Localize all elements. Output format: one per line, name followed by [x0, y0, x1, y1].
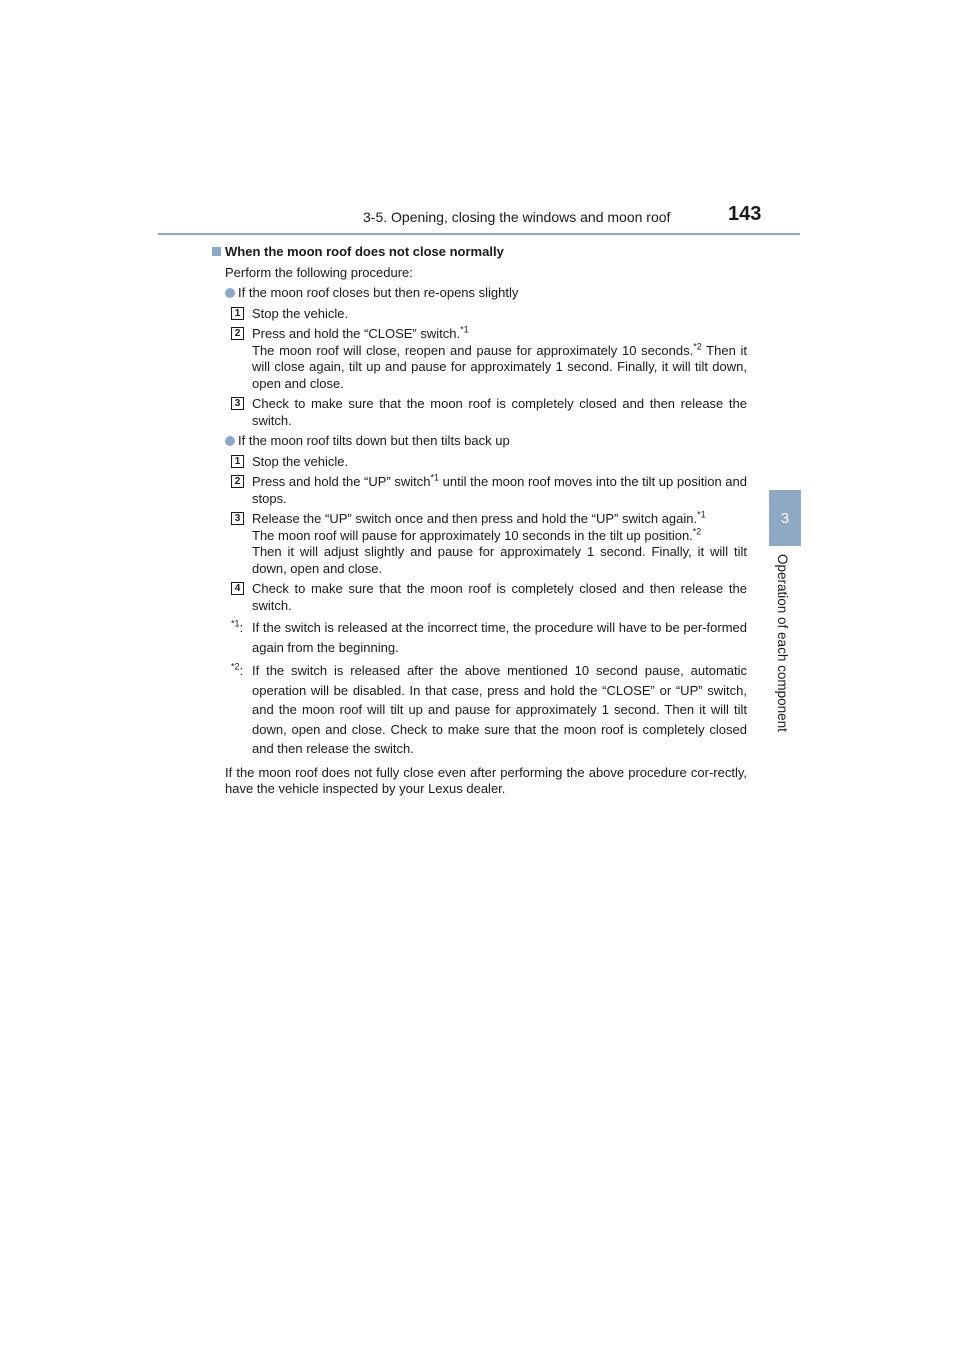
- step-number-icon: 4: [231, 582, 244, 595]
- circle-bullet-icon: [225, 288, 235, 298]
- step-item: 2 Press and hold the “CLOSE” switch.$^{*1}$ The moon roof will close, reopen and pause for approximately 10 seconds.$^{*2}$ Then it will close again, tilt up and pause for approximately 1 second. Finally, it will tilt down, open and close.: [225, 326, 747, 392]
- step-number-icon: 2: [231, 475, 244, 488]
- case-heading: If the moon roof tilts down but then tilts back up: [225, 433, 747, 450]
- step-number-icon: 1: [231, 455, 244, 468]
- footnote-ref: *2: [693, 341, 702, 352]
- section-heading: When the moon roof does not close normally: [212, 244, 747, 261]
- chapter-label: Operation of each component: [775, 554, 790, 732]
- square-bullet-icon: [212, 247, 221, 256]
- step-item: 1 Stop the vehicle.: [225, 454, 747, 471]
- intro-text: Perform the following procedure:: [225, 264, 413, 280]
- header-rule: [158, 233, 800, 235]
- header-title: 3-5. Opening, closing the windows and moon roof: [363, 209, 671, 225]
- step-item: 2 Press and hold the “UP” switch$^{*1}$ until the moon roof moves into the tilt up position and stops.: [225, 474, 747, 507]
- step-item: 4 Check to make sure that the moon roof is completely closed and then release the switch.: [225, 581, 747, 614]
- step-number-icon: 1: [231, 307, 244, 320]
- footnote-ref: *2: [692, 526, 702, 537]
- footnote: $^{*1}$: If the switch is released at the incorrect time, the procedure will have to be per-formed again from the beginning.: [231, 618, 747, 655]
- main-content: [225, 244, 747, 798]
- step-number-icon: 3: [231, 512, 244, 525]
- circle-bullet-icon: [225, 436, 235, 446]
- step-item: 1 Stop the vehicle.: [225, 306, 747, 323]
- case-heading: If the moon roof closes but then re-opens slightly: [225, 285, 747, 302]
- step-item: 3 Check to make sure that the moon roof is completely closed and then release the switch.: [225, 396, 747, 429]
- step-item: 3 Release the “UP” switch once and then press and hold the “UP” switch again.$^{*1}$ The moon roof will pause for approximately 10 seconds in the tilt up position.$^{*2}$ Then it will adjust slightly and pause for approximately 1 second. Finally, it will tilt down, open and close.: [225, 511, 747, 577]
- chapter-number: 3: [780, 509, 790, 527]
- step-number-icon: 3: [231, 397, 244, 410]
- page-number: 143: [728, 203, 762, 225]
- footnote: $^{*2}$: If the switch is released after the above mentioned 10 second pause, automatic operation will be disabled. In that case, press and hold the “CLOSE” or “UP” switch, and the moon roof will tilt up and pause for approximately 1 second. Then it will tilt down, open and close. Check to make sure that the moon roof is completely closed and then release the switch.: [231, 661, 747, 756]
- footnote-ref: *1: [430, 472, 440, 483]
- footnote-ref: *1: [460, 324, 469, 335]
- chapter-tab: [769, 490, 801, 546]
- footnote-ref: *1: [697, 509, 706, 520]
- closing-text: If the moon roof does not fully close even after performing the above procedure cor-rectly, have the vehicle inspected by your Lexus dealer.: [225, 764, 747, 796]
- step-number-icon: 2: [231, 327, 244, 340]
